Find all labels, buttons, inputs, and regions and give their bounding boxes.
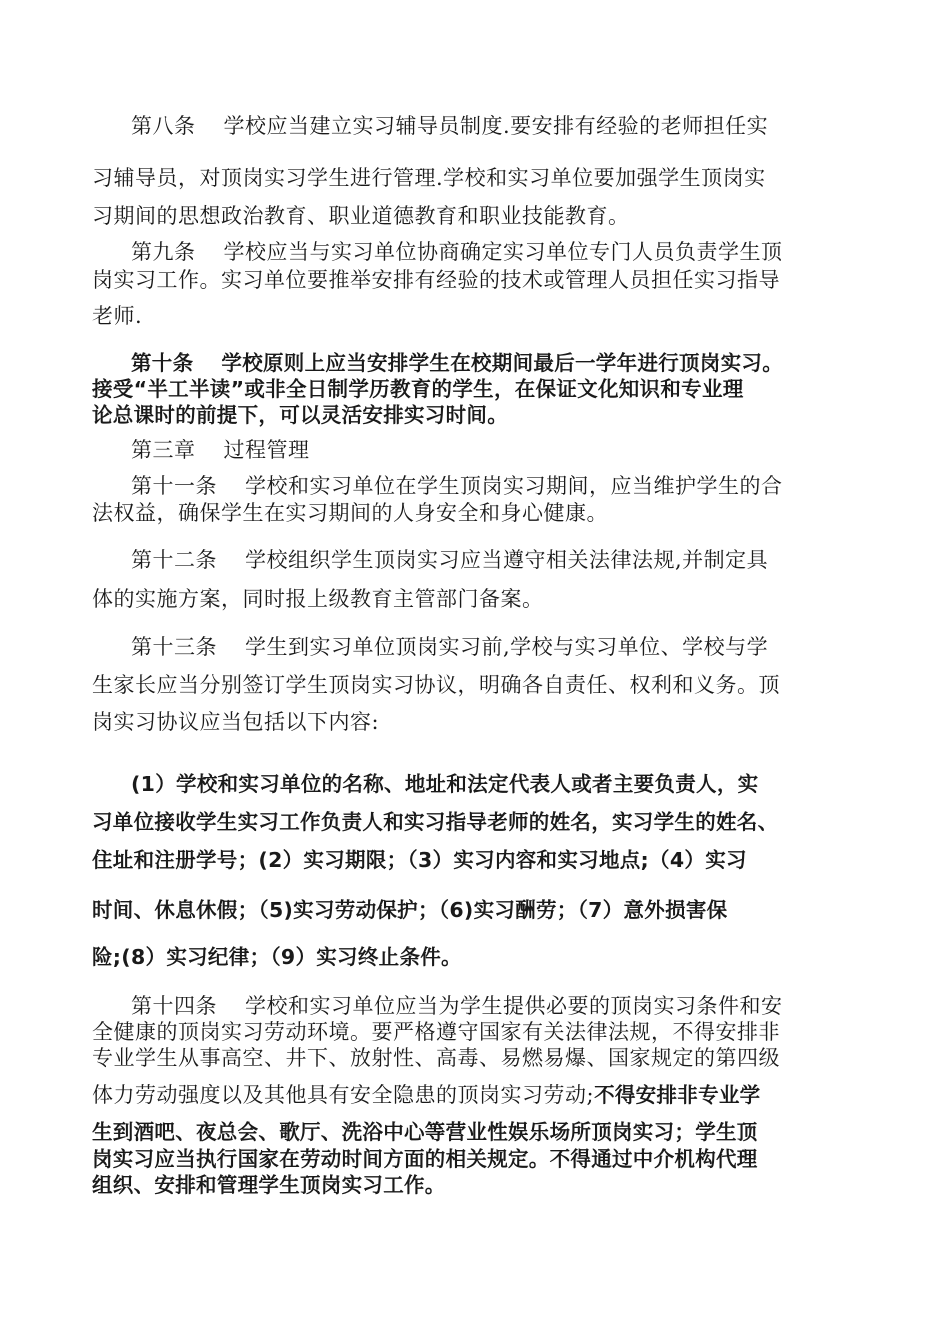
article-8-line-3: 习期间的思想政治教育、职业道德教育和职业技能教育。 (92, 204, 630, 228)
article-8-line-1: 第八条 学校应当建立实习辅导员制度.要安排有经验的老师担任实 (131, 114, 769, 138)
agreement-items-line-3: 住址和注册学号；(2）实习期限；（3）实习内容和实习地点;（4）实习 (92, 848, 747, 872)
article-9-line-1: 第九条 学校应当与实习单位协商确定实习单位专门人员负责学生顶 (131, 240, 783, 264)
article-13-line-3: 岗实习协议应当包括以下内容: (92, 710, 380, 734)
article-11-line-2: 法权益，确保学生在实习期间的人身安全和身心健康。 (92, 501, 608, 525)
article-10-line-3: 论总课时的前提下，可以灵活安排实习时间。 (92, 403, 508, 427)
agreement-items-line-1: (1）学校和实习单位的名称、地址和法定代表人或者主要负责人，实 (131, 772, 759, 796)
article-14-line-4: 体力劳动强度以及其他具有安全隐患的顶岗实习劳动;不得安排非专业学 (92, 1083, 761, 1107)
chapter-3-heading: 第三章 过程管理 (131, 438, 310, 462)
article-14-line-1: 第十四条 学校和实习单位应当为学生提供必要的顶岗实习条件和安 (131, 994, 783, 1018)
article-12-line-1: 第十二条 学校组织学生顶岗实习应当遵守相关法律法规,并制定具 (131, 548, 769, 572)
agreement-items-line-4: 时间、休息休假；（5)实习劳动保护；（6)实习酬劳；（7）意外损害保 (92, 898, 728, 922)
article-9-line-3: 老师. (92, 304, 143, 328)
article-10-line-2: 接受“半工半读”或非全日制学历教育的学生，在保证文化知识和专业理 (92, 377, 744, 401)
article-14-line-2: 全健康的顶岗实习劳动环境。要严格遵守国家有关法律法规，不得安排非 (92, 1020, 780, 1044)
article-13-line-2: 生家长应当分别签订学生顶岗实习协议，明确各自责任、权利和义务。顶 (92, 673, 780, 697)
agreement-items-line-2: 习单位接收学生实习工作负责人和实习指导老师的姓名，实习学生的姓名、 (92, 810, 779, 834)
article-10-line-1: 第十条 学校原则上应当安排学生在校期间最后一学年进行顶岗实习。 (131, 351, 784, 375)
article-13-line-1: 第十三条 学生到实习单位顶岗实习前,学校与实习单位、学校与学 (131, 635, 769, 659)
article-9-line-2: 岗实习工作。实习单位要推举安排有经验的技术或管理人员担任实习指导 (92, 268, 780, 292)
article-14-line-5: 生到酒吧、夜总会、歌厅、洗浴中心等营业性娱乐场所顶岗实习；学生顶 (92, 1120, 758, 1144)
article-14-line-3: 专业学生从事高空、井下、放射性、高毒、易燃易爆、国家规定的第四级 (92, 1046, 780, 1070)
article-8-line-2: 习辅导员，对顶岗实习学生进行管理.学校和实习单位要加强学生顶岗实 (92, 166, 766, 190)
agreement-items-line-5: 险;(8）实习纪律；（9）实习终止条件。 (92, 945, 462, 969)
article-14-line-7: 组织、安排和管理学生顶岗实习工作。 (92, 1173, 446, 1197)
article-14-line-6: 岗实习应当执行国家在劳动时间方面的相关规定。不得通过中介机构代理 (92, 1147, 758, 1171)
article-12-line-2: 体的实施方案，同时报上级教育主管部门备案。 (92, 587, 544, 611)
article-11-line-1: 第十一条 学校和实习单位在学生顶岗实习期间，应当维护学生的合 (131, 474, 783, 498)
